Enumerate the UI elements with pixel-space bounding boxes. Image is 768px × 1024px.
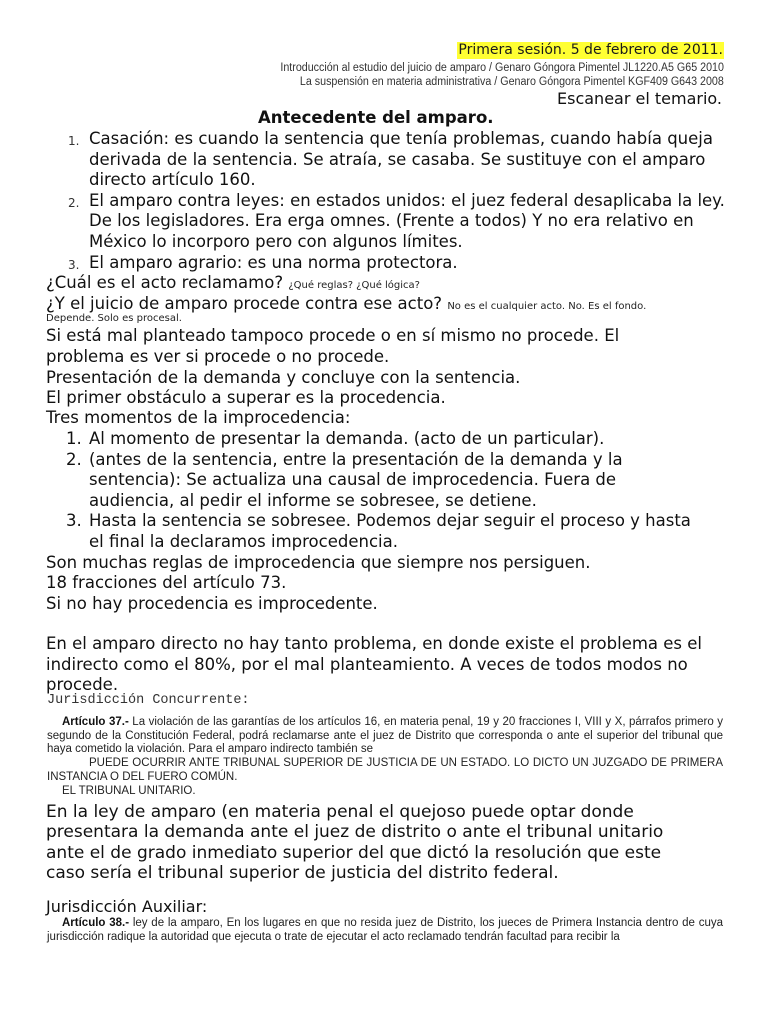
paragraph: 18 fracciones del artículo 73. (46, 573, 287, 592)
article-text: ley de la amparo, En los lugares en que no resida juez de Distrito, los jueces de Primera Instancia dentro de cuya jurisdicción radique la autoridad que ejecuta o trate de ejecutar el acto reclamado tendrán facultad para recibir la (47, 917, 723, 943)
article-label: Artículo 37.- (62, 716, 129, 728)
list-number: 1. (68, 134, 80, 148)
paragraph: Presentación de la demanda y concluye con la sentencia. (46, 368, 521, 387)
paragraph: Tres momentos de la improcedencia: (46, 408, 351, 427)
antecedents-list (68, 129, 728, 273)
question-note: No es el cualquier acto. No. Es el fondo. (447, 301, 647, 312)
list-item (68, 129, 728, 191)
list-item-text: (antes de la sentencia, entre la presentación de la demanda y la sentencia): Se actualiza una causal de improcedencia. Fuera de audiencia, al pedir el informe se sobresee, se detiene. (89, 449, 623, 510)
scan-note: Escanear el temario. (557, 89, 722, 108)
list-number: 2. (66, 449, 82, 469)
article-text: La violación de las garantías de los artículos 16, en materia penal, 19 y 20 fracciones I, VIII y X, párrafos primero y segundo de la Constitución Federal, podrá reclamarse ante el juez de Distrito que corresponda o ante el superior del tribunal que haya cometido la violación. Para el amparo indirecto también se (47, 716, 723, 756)
list-item-text: Hasta la sentencia se sobresee. Podemos dejar seguir el proceso y hasta el final la declaramos improcedencia. (89, 511, 691, 551)
list-number: 3. (68, 257, 80, 272)
paragraph: El primer obstáculo a superar es la procedencia. (46, 388, 446, 407)
list-number: 3. (66, 511, 82, 531)
annotation-caps: PUEDE OCURRIR ANTE TRIBUNAL SUPERIOR DE JUSTICIA DE UN ESTADO. LO DICTO UN JUZGADO DE PRIMERA INSTANCIA O DEL FUERO COMÚN. (47, 757, 723, 783)
list-item-text: Al momento de presentar la demanda. (acto de un particular). (89, 429, 605, 448)
paragraph: En el amparo directo no hay tanto problema, en donde existe el problema es el indirecto como el 80%, por el mal planteamiento. A veces de todos modos no procede. (46, 634, 703, 695)
question-note-continued: Depende. Solo es procesal. (46, 313, 182, 324)
paragraph: Son muchas reglas de improcedencia que siempre nos persiguen. (46, 553, 591, 572)
paragraph: Si no hay procedencia es improcedente. (46, 594, 378, 613)
list-item-text: El amparo agrario: es una norma protectora. (89, 252, 458, 272)
question-text: ¿Cuál es el acto reclamamo? (46, 273, 284, 292)
question-note: ¿Qué reglas? ¿Qué lógica? (288, 280, 420, 291)
article-label: Artículo 38.- (62, 917, 130, 929)
list-item (68, 253, 728, 274)
list-item (66, 450, 696, 512)
list-number: 2. (68, 195, 80, 210)
list-item (68, 191, 728, 253)
article-38 (47, 917, 723, 944)
reference-2: La suspensión en materia administrativa / Genaro Góngora Pimentel KGF409 G643 2008 (300, 76, 724, 88)
section-title: Antecedente del amparo. (258, 108, 494, 127)
article-37 (47, 716, 723, 757)
annotation-tribunal: EL TRIBUNAL UNITARIO. (62, 785, 196, 797)
explanation-paragraph: En la ley de amparo (en materia penal el quejoso puede optar donde presentara la demanda ante el juez de distrito o ante el tribunal unitario ante el de grado inmediato superior del que dictó la resolución que este caso sería el tribunal superior de justicia del distrito federal. (46, 802, 664, 884)
reference-1: Introducción al estudio del juicio de amparo / Genaro Góngora Pimentel JL1220.A5 G65 2010 (280, 62, 724, 74)
list-item (66, 511, 696, 552)
auxiliary-jurisdiction-heading: Jurisdicción Auxiliar: (46, 897, 208, 916)
list-item-text: El amparo contra leyes: en estados unidos: el juez federal desaplicaba la ley. De los legisladores. Era erga omnes. (Frente a todos) Y no era relativo en México lo incorporo pero con algunos límites. (89, 190, 725, 251)
question-text: ¿Y el juicio de amparo procede contra ese acto? (46, 294, 443, 313)
list-item-text: Casación: es cuando la sentencia que tenía problemas, cuando había queja derivada de la sentencia. Se atraía, se casaba. Se sustituye con el amparo directo artículo 160. (89, 129, 713, 190)
list-item (66, 429, 696, 450)
improcedence-moments-list (66, 429, 696, 553)
paragraph: Si está mal planteado tampoco procede o en sí mismo no procede. El problema es ver si procede o no procede. (46, 326, 620, 366)
list-number: 1. (66, 429, 82, 448)
session-date-highlight: Primera sesión. 5 de febrero de 2011. (458, 42, 723, 58)
concurrent-jurisdiction-heading: Jurisdicción Concurrente: (47, 693, 250, 708)
